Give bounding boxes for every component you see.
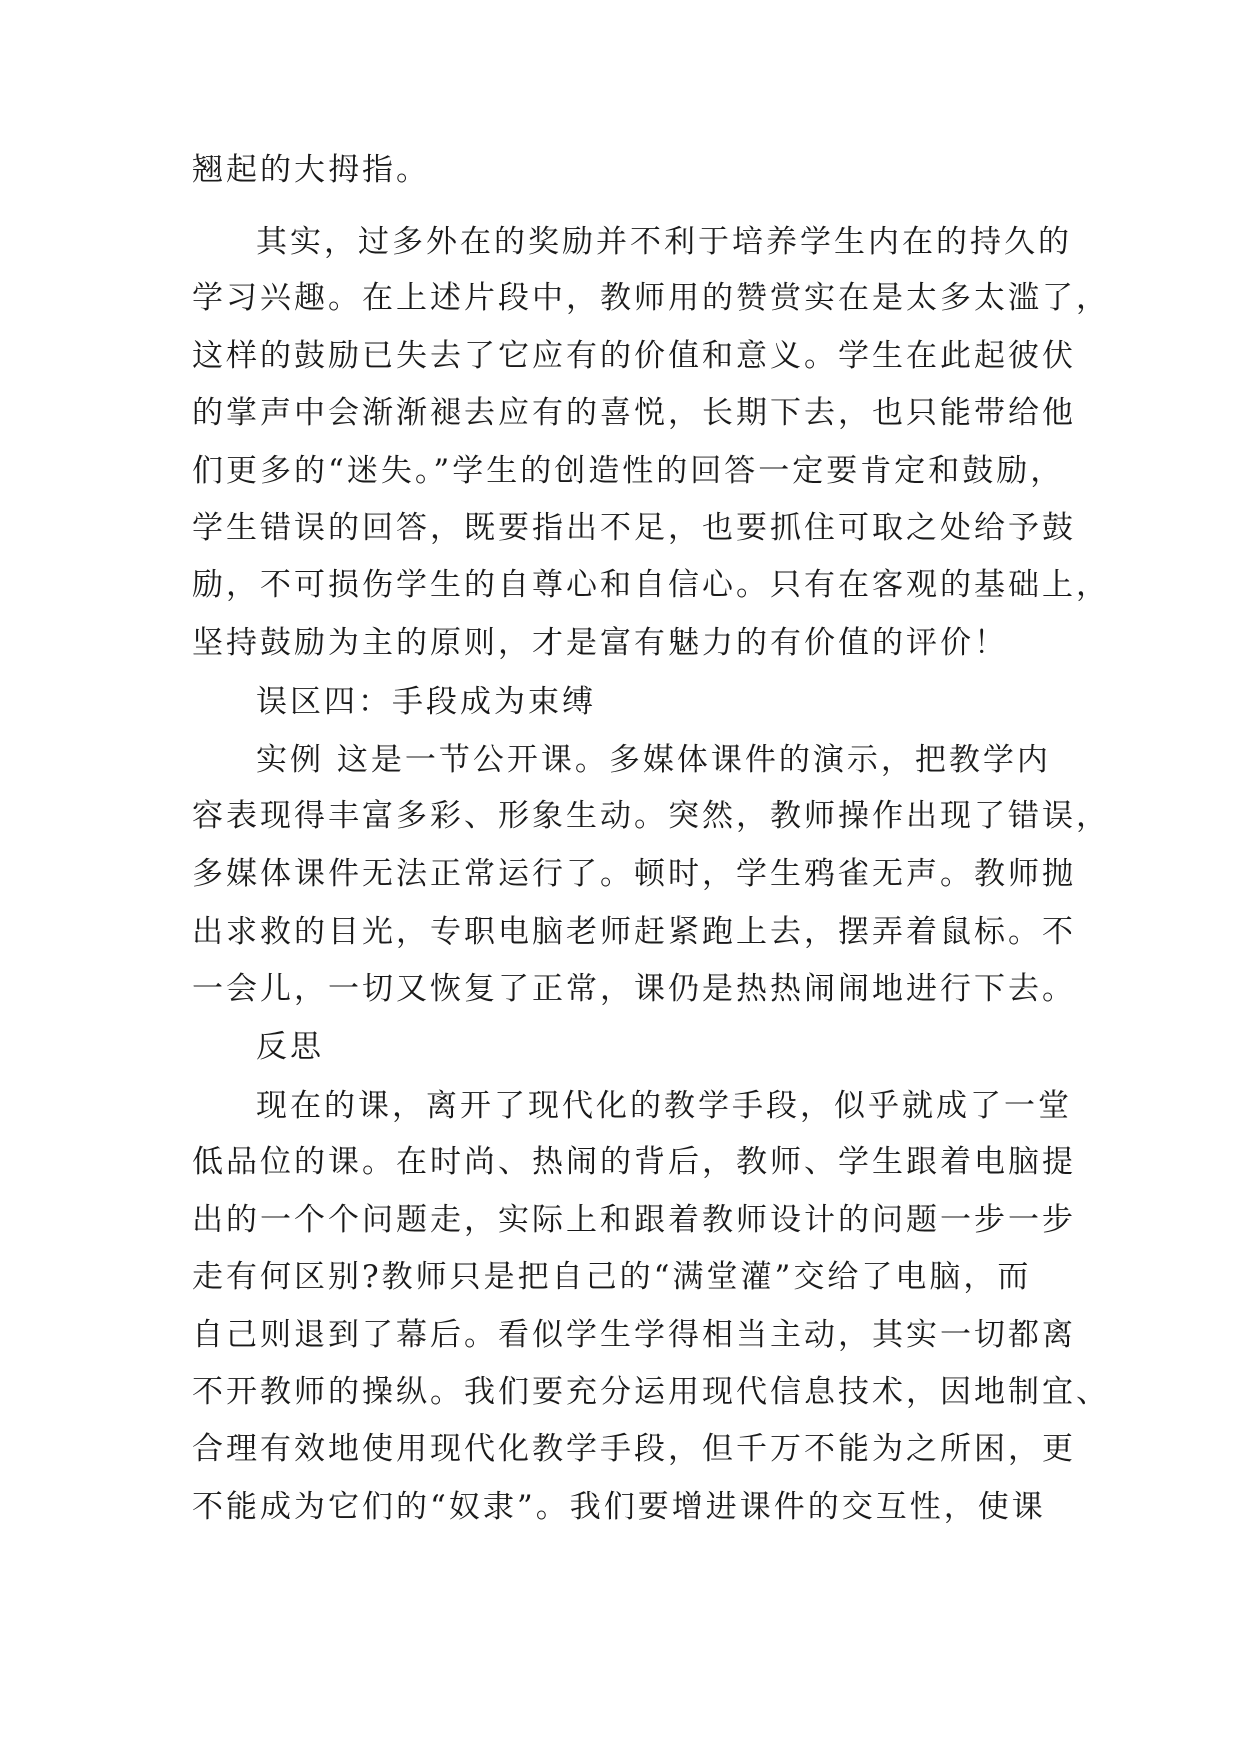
paragraph-first-line: 实例 这是一节公开课。多媒体课件的演示，把教学内 bbox=[256, 742, 1051, 778]
text-line: 们更多的“迷失。”学生的创造性的回答一定要肯定和鼓励， bbox=[192, 453, 1065, 489]
text-line: 的掌声中会渐渐褪去应有的喜悦，长期下去，也只能带给他 bbox=[192, 395, 1076, 431]
text-line: 合理有效地使用现代化教学手段，但千万不能为之所困，更 bbox=[192, 1431, 1076, 1467]
text-line: 出的一个个问题走，实际上和跟着教师设计的问题一步一步 bbox=[192, 1202, 1076, 1238]
text-line: 学习兴趣。在上述片段中，教师用的赞赏实在是太多太滥了， bbox=[192, 280, 1110, 316]
text-line: 容表现得丰富多彩、形象生动。突然，教师操作出现了错误， bbox=[192, 798, 1110, 834]
text-line: 励，不可损伤学生的自尊心和自信心。只有在客观的基础上， bbox=[192, 567, 1110, 603]
text-line: 低品位的课。在时尚、热闹的背后，教师、学生跟着电脑提 bbox=[192, 1144, 1076, 1180]
text-line: 出求救的目光，专职电脑老师赶紧跑上去，摆弄着鼠标。不 bbox=[192, 914, 1076, 950]
text-line: 自己则退到了幕后。看似学生学得相当主动，其实一切都离 bbox=[192, 1317, 1076, 1353]
paragraph-first-line: 其实，过多外在的奖励并不利于培养学生内在的持久的 bbox=[256, 224, 1072, 260]
section-heading: 误区四：手段成为束缚 bbox=[256, 684, 596, 720]
paragraph-first-line: 现在的课，离开了现代化的教学手段，似乎就成了一堂 bbox=[256, 1088, 1072, 1124]
text-line: 不能成为它们的“奴隶”。我们要增进课件的交互性，使课 bbox=[192, 1489, 1046, 1525]
text-line: 坚持鼓励为主的原则，才是富有魅力的有价值的评价！ bbox=[192, 625, 1008, 661]
text-line: 走有何区别?教师只是把自己的“满堂灌”交给了电脑，而 bbox=[192, 1259, 1032, 1295]
text-line: 翘起的大拇指。 bbox=[192, 152, 430, 188]
section-heading: 反思 bbox=[256, 1029, 324, 1065]
text-line: 多媒体课件无法正常运行了。顿时，学生鸦雀无声。教师抛 bbox=[192, 856, 1076, 892]
text-line: 不开教师的操纵。我们要充分运用现代信息技术，因地制宜、 bbox=[192, 1374, 1110, 1410]
text-line: 一会儿，一切又恢复了正常，课仍是热热闹闹地进行下去。 bbox=[192, 971, 1076, 1007]
text-line: 这样的鼓励已失去了它应有的价值和意义。学生在此起彼伏 bbox=[192, 338, 1076, 374]
text-line: 学生错误的回答，既要指出不足，也要抓住可取之处给予鼓 bbox=[192, 510, 1076, 546]
